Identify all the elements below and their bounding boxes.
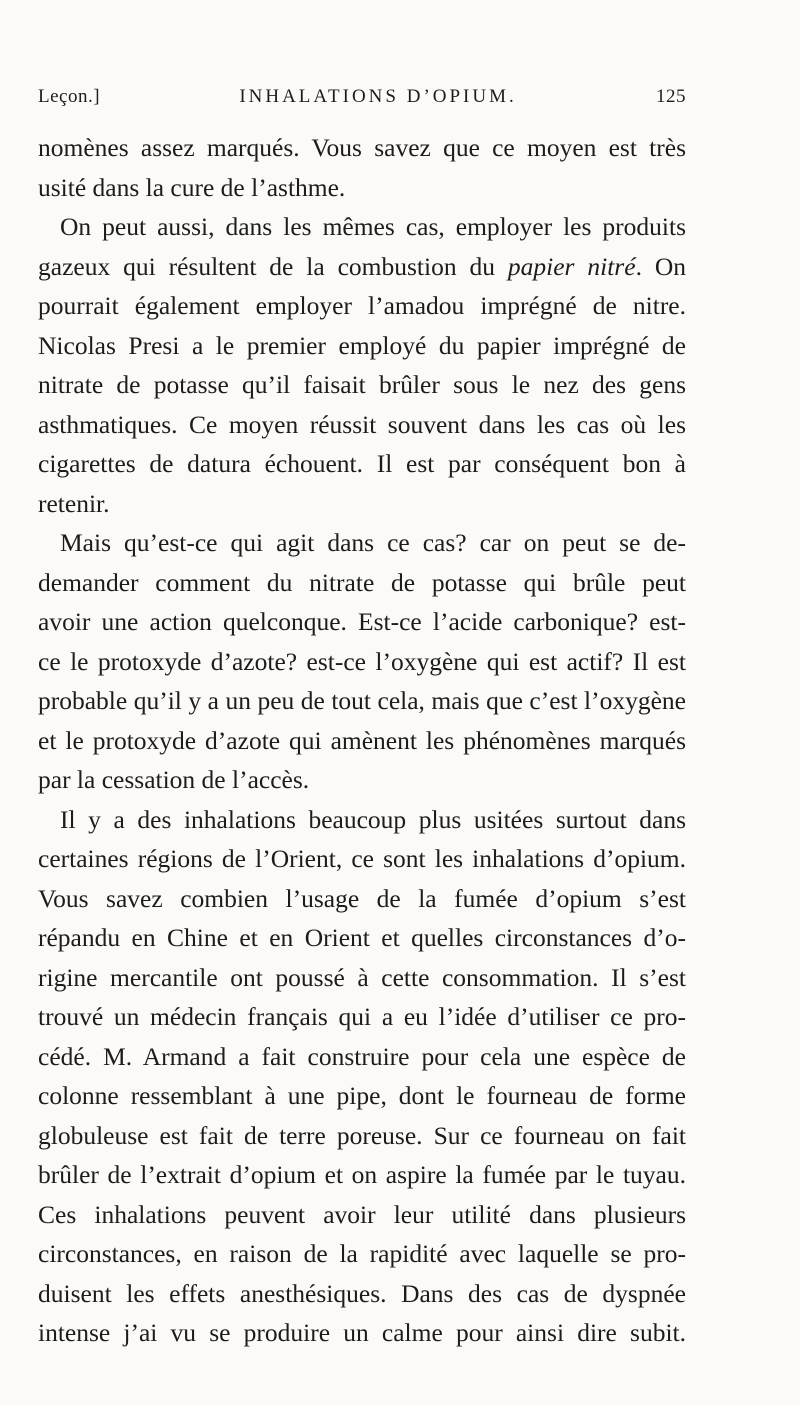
text-line: usité dans la cure de l’asthme.	[38, 172, 346, 202]
text-line: et le protoxyde d’azote qui amènent les phénomènes marqués	[38, 725, 686, 755]
text-line	[38, 247, 686, 287]
text-line: ce le protoxyde d’azote? est-ce l’oxygène qui est actif? Il est	[38, 646, 686, 676]
text-line: Nicolas Presi a le premier employé du papier imprégné de	[38, 330, 686, 360]
text-line: certaines régions de l’Orient, ce sont les inhalations d’opium.	[38, 844, 686, 873]
text-line: avoir une action quelconque. Est-ce l’acide carbonique? est-	[38, 607, 686, 636]
lecon-label: Leçon.]	[38, 86, 101, 107]
text-line: circonstances, en raison de la rapidité avec laquelle se pro-	[38, 1239, 686, 1268]
body-text	[38, 128, 686, 1353]
text-line: nomènes assez marqués. Vous savez que ce moyen est très	[38, 133, 686, 162]
text-line: On peut aussi, dans les mêmes cas, employer les produits	[60, 212, 686, 241]
text-fragment: . On	[635, 251, 687, 281]
text-line: par la cessation de l’accès.	[38, 765, 310, 794]
text-line: répandu en Chine et en Orient et quelles circonstances d’o-	[38, 923, 686, 952]
text-line: globuleuse est fait de terre poreuse. Sur ce fourneau on fait	[38, 1120, 686, 1150]
text-line: probable qu’il y a un peu de tout cela, mais que c’est l’oxygène	[38, 686, 686, 715]
text-line: colonne ressemblant à une pipe, dont le fourneau de forme	[38, 1081, 686, 1110]
text-line: rigine mercantile ont poussé à cette consommation. Il s’est	[38, 962, 686, 992]
text-line: trouvé un médecin français qui a eu l’idée d’utiliser ce pro-	[38, 1002, 686, 1031]
text-line: Ces inhalations peuvent avoir leur utilité dans plusieurs	[38, 1199, 686, 1229]
italic-term: papier nitré	[507, 251, 636, 281]
text-line: pourrait également employer l’amadou imprégné de nitre.	[38, 291, 686, 320]
text-line: cédé. M. Armand a fait construire pour cela une espèce de	[38, 1041, 686, 1071]
text-line: Vous savez combien l’usage de la fumée d’opium s’est	[38, 883, 686, 913]
text-line: Il y a des inhalations beaucoup plus usitées surtout dans	[60, 804, 686, 834]
text-line: Mais qu’est-ce qui agit dans ce cas? car on peut se de-	[60, 528, 686, 557]
text-line: demander comment du nitrate de potasse qui brûle peut	[38, 567, 686, 597]
text-fragment: gazeux qui résultent de la combustion du	[38, 251, 508, 281]
text-line: brûler de l’extrait d’opium et on aspire la fumée par le tuyau.	[38, 1160, 686, 1189]
text-line: cigarettes de datura échouent. Il est par conséquent bon à	[38, 449, 686, 478]
running-title: INHALATIONS D’OPIUM.	[239, 86, 517, 107]
text-line: intense j’ai vu se produire un calme pour ainsi dire subit.	[38, 1318, 686, 1347]
text-line: duisent les effets anesthésiques. Dans des cas de dyspnée	[38, 1278, 686, 1308]
page-number: 125	[656, 86, 686, 107]
running-header	[38, 86, 686, 116]
text-line: retenir.	[38, 488, 110, 518]
text-line: asthmatiques. Ce moyen réussit souvent dans les cas où les	[38, 409, 686, 439]
text-line: nitrate de potasse qu’il faisait brûler sous le nez des gens	[38, 370, 686, 399]
